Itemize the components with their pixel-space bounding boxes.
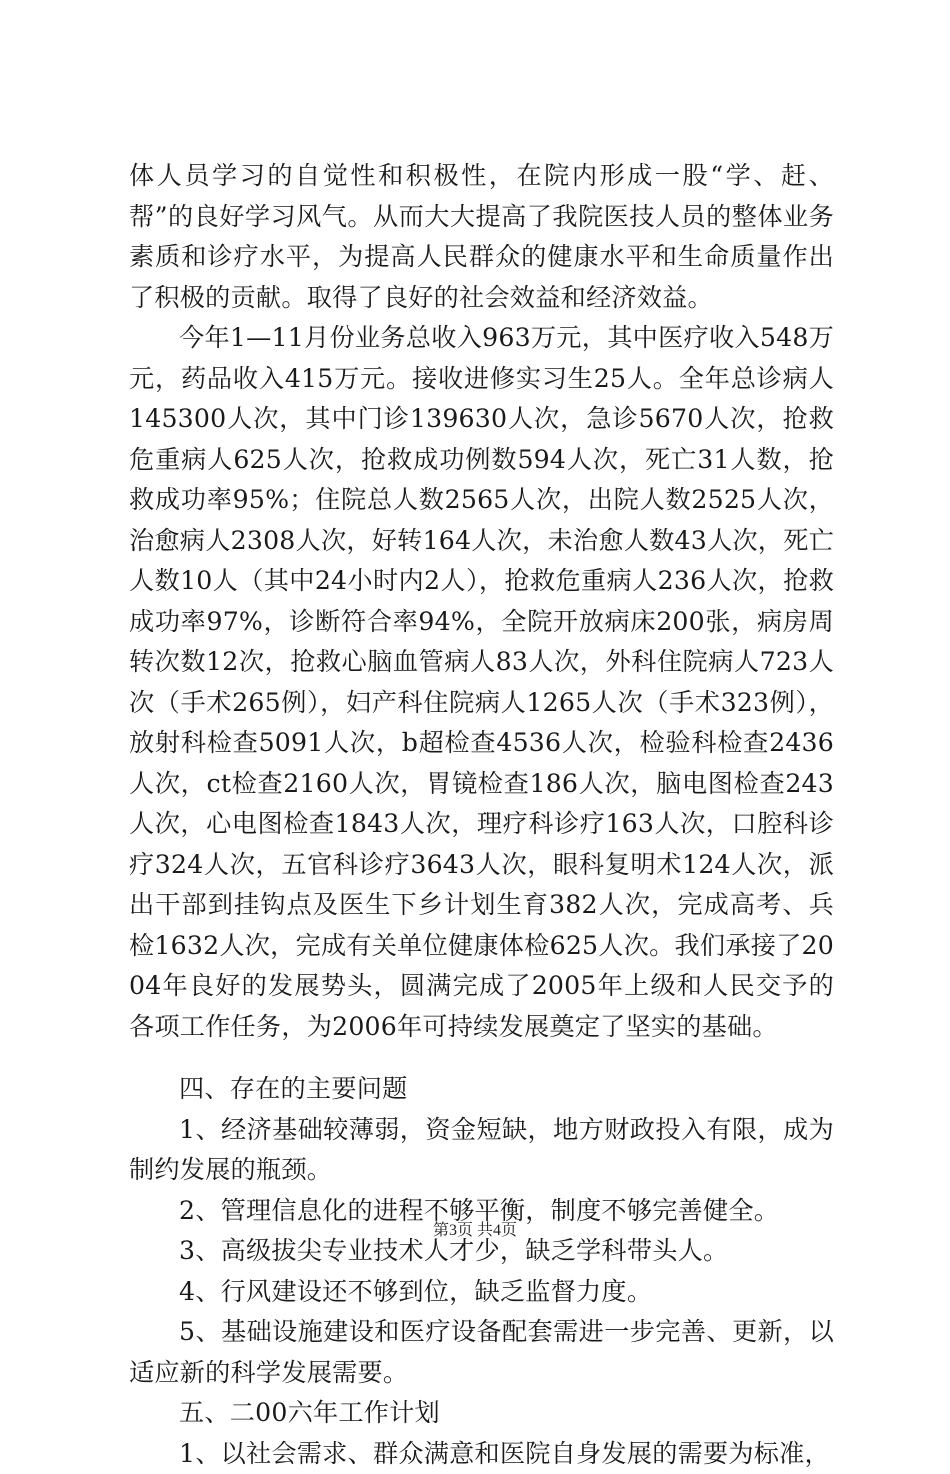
section-heading-problems: 四、存在的主要问题 [129,1069,834,1110]
paragraph-statistics: 今年1—11月份业务总收入963万元，其中医疗收入548万元，药品收入415万元。接收进修实习生25人。全年总诊病人145300人次，其中门诊139630人次，急诊5670人次，抢救危重病人625人次，抢救成功例数594人次，死亡31人数，抢救成功率95%；住院总人数2565人次，出院人数2525人次，治愈病人2308人次，好转164人次，未治愈人数43人次，死亡人数10人（其中24小时内2人），抢救危重病人236人次，抢救成功率97%，诊断符合率94%，全院开放病床200张，病房周转次数12次，抢救心脑血管病人83人次，外科住院病人723人次（手术265例），妇产科住院病人1265人次（手术323例），放射科检查5091人次，b超检查4536人次，检验科检查2436人次，ct检查2160人次，胃镜检查186人次，脑电图检查243人次，心电图检查1843人次，理疗科诊疗163人次，口腔科诊疗324人次，五官科诊疗3643人次，眼科复明术124人次，派出干部到挂钩点及医生下乡计划生育382人次，完成高考、兵检1632人次，完成有关单位健康体检625人次。我们承接了2004年良好的发展势头，圆满完成了2005年上级和人民交予的各项工作任务，为2006年可持续发展奠定了坚实的基础。 [129,318,834,1047]
problem-item-5: 5、基础设施建设和医疗设备配套需进一步完善、更新，以适应新的科学发展需要。 [129,1312,834,1393]
document-body [129,156,834,1474]
problem-item-4: 4、行风建设还不够到位，缺乏监督力度。 [129,1272,834,1313]
paragraph-continuation: 体人员学习的自觉性和积极性，在院内形成一股“学、赶、帮”的良好学习风气。从而大大提高了我院医技人员的整体业务素质和诊疗水平，为提高人民群众的健康水平和生命质量作出了积极的贡献。取得了良好的社会效益和经济效益。 [129,156,834,318]
problem-item-3: 3、高级拔尖专业技术人才少，缺乏学科带头人。 [129,1231,834,1272]
problem-item-2: 2、管理信息化的进程不够平衡，制度不够完善健全。 [129,1191,834,1232]
problem-item-1: 1、经济基础较薄弱，资金短缺，地方财政投入有限，成为制约发展的瓶颈。 [129,1110,834,1191]
plan-item-1: 1、以社会需求、群众满意和医院自身发展的需要为标准， [129,1434,834,1474]
paragraph-spacer [129,1047,834,1069]
page-number-footer: 第3页 共4页 [0,1217,950,1240]
section-heading-plan: 五、二00六年工作计划 [129,1393,834,1434]
